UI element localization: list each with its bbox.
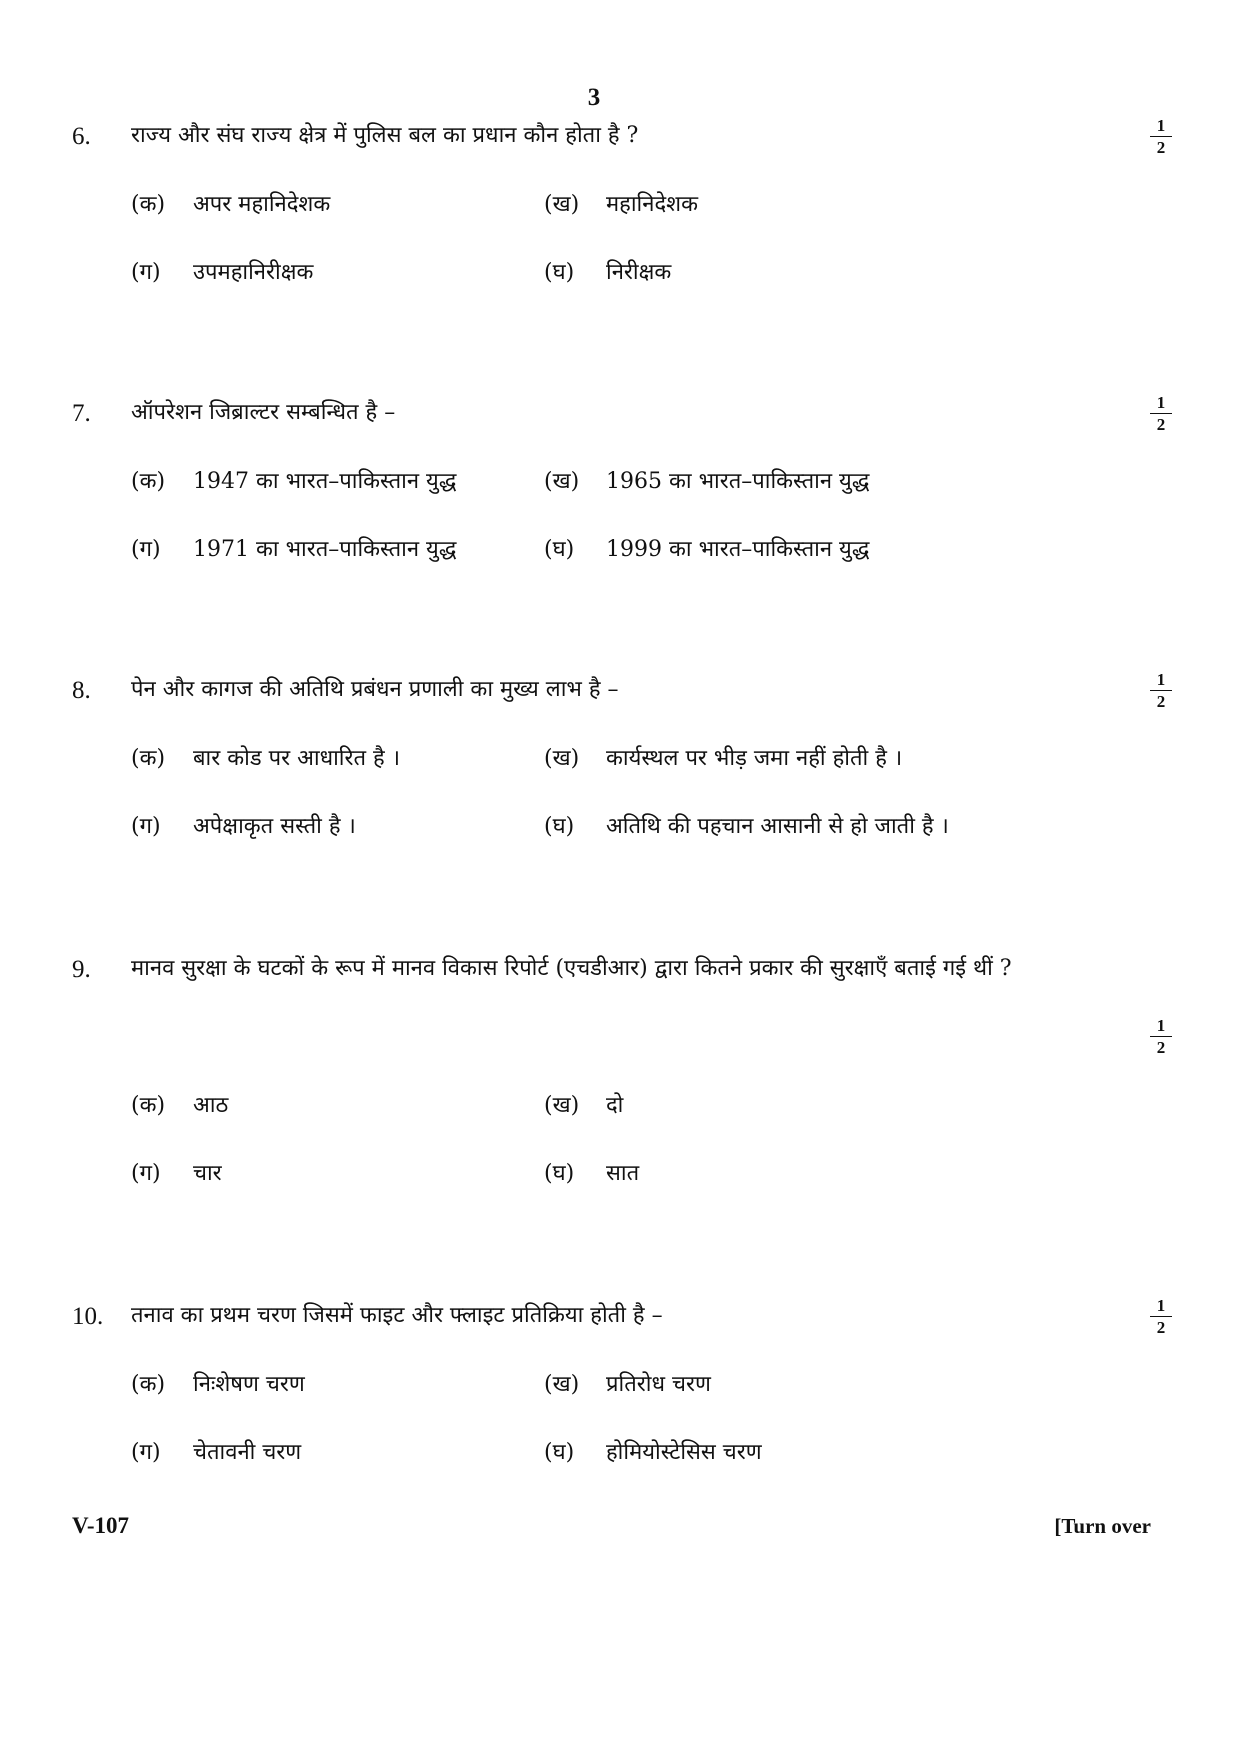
option-label: (ग) [131,537,161,562]
marks-numerator: 1 [1150,1017,1172,1037]
marks-fraction [1150,117,1172,156]
option-text: 1971 का भारत–पाकिस्तान युद्ध [193,537,457,562]
option-gha [544,1436,762,1466]
option-text: प्रतिरोध चरण [606,1372,711,1397]
option-kha [544,742,902,772]
option-text: 1947 का भारत–पाकिस्तान युद्ध [193,469,457,494]
option-label: (घ) [544,537,575,562]
marks-numerator: 1 [1150,117,1172,137]
option-label: (ख) [544,192,580,217]
option-gha [544,810,949,840]
option-label: (क) [131,192,166,217]
option-ka [131,1368,305,1398]
question-text: तनाव का प्रथम चरण जिसमें फाइट और फ्लाइट प्रतिक्रिया होती है – [131,1303,663,1328]
question-number: 10. [72,1303,104,1330]
option-text: निरीक्षक [606,260,672,285]
option-ga [131,256,313,286]
marks-numerator: 1 [1150,1297,1172,1317]
option-label: (घ) [544,814,575,839]
option-ka [131,742,400,772]
option-text: चार [193,1161,222,1186]
option-ga [131,1157,222,1187]
option-text: महानिदेशक [606,192,698,217]
option-text: अतिथि की पहचान आसानी से हो जाती है । [606,814,949,839]
option-ka [131,188,330,218]
marks-fraction [1150,1297,1172,1336]
marks-denominator: 2 [1156,1038,1166,1057]
option-gha [544,533,869,563]
option-ga [131,533,456,563]
option-label: (ग) [131,814,161,839]
option-label: (ख) [544,1093,580,1118]
question-text: मानव सुरक्षा के घटकों के रूप में मानव विकास रिपोर्ट (एचडीआर) द्वारा कितने प्रकार की सुरक्षाएँ बताई गई थीं ? [131,956,1012,981]
option-gha [544,256,671,286]
option-text: अपर महानिदेशक [193,192,331,217]
option-ka [131,465,456,495]
question-number: 8. [72,677,91,704]
option-text: उपमहानिरीक्षक [193,260,314,285]
option-label: (ग) [131,1161,161,1186]
option-text: चेतावनी चरण [193,1440,302,1465]
option-kha [544,1089,623,1119]
option-text: 1999 का भारत–पाकिस्तान युद्ध [606,537,870,562]
option-text: निःशेषण चरण [193,1372,305,1397]
option-label: (क) [131,1372,166,1397]
question-number: 6. [72,123,91,150]
turn-over-note: [Turn over [1054,1514,1151,1538]
marks-denominator: 2 [1156,415,1166,434]
marks-fraction [1150,671,1172,710]
option-text: होमियोस्टेसिस चरण [606,1440,762,1465]
marks-fraction [1150,394,1172,433]
option-text: कार्यस्थल पर भीड़ जमा नहीं होती है । [606,746,903,771]
marks-numerator: 1 [1150,394,1172,414]
marks-denominator: 2 [1156,1318,1166,1337]
option-ka [131,1089,228,1119]
option-label: (ग) [131,1440,161,1465]
option-label: (ख) [544,746,580,771]
marks-fraction [1150,1017,1172,1056]
option-kha [544,465,869,495]
option-text: 1965 का भारत–पाकिस्तान युद्ध [606,469,870,494]
option-label: (घ) [544,260,575,285]
option-text: बार कोड पर आधारित है । [193,746,401,771]
question-number: 7. [72,400,91,427]
option-ga [131,1436,301,1466]
option-text: आठ [193,1093,229,1118]
marks-numerator: 1 [1150,671,1172,691]
option-gha [544,1157,639,1187]
marks-denominator: 2 [1156,692,1166,711]
question-text: पेन और कागज की अतिथि प्रबंधन प्रणाली का मुख्य लाभ है – [131,677,619,702]
option-kha [544,1368,711,1398]
question-text: ऑपरेशन जिब्राल्टर सम्बन्धित है – [131,400,396,425]
option-text: सात [606,1161,640,1186]
option-label: (क) [131,469,166,494]
question-text: राज्य और संघ राज्य क्षेत्र में पुलिस बल का प्रधान कौन होता है ? [131,123,639,148]
option-label: (ग) [131,260,161,285]
question-number: 9. [72,956,91,983]
option-label: (घ) [544,1440,575,1465]
option-text: अपेक्षाकृत सस्ती है । [193,814,356,839]
option-label: (क) [131,1093,166,1118]
option-label: (ख) [544,469,580,494]
option-label: (ख) [544,1372,580,1397]
page-number: 3 [587,84,601,111]
option-kha [544,188,698,218]
option-label: (क) [131,746,166,771]
marks-denominator: 2 [1156,138,1166,157]
option-label: (घ) [544,1161,575,1186]
paper-code: V-107 [72,1513,130,1538]
option-ga [131,810,356,840]
option-text: दो [606,1093,624,1118]
